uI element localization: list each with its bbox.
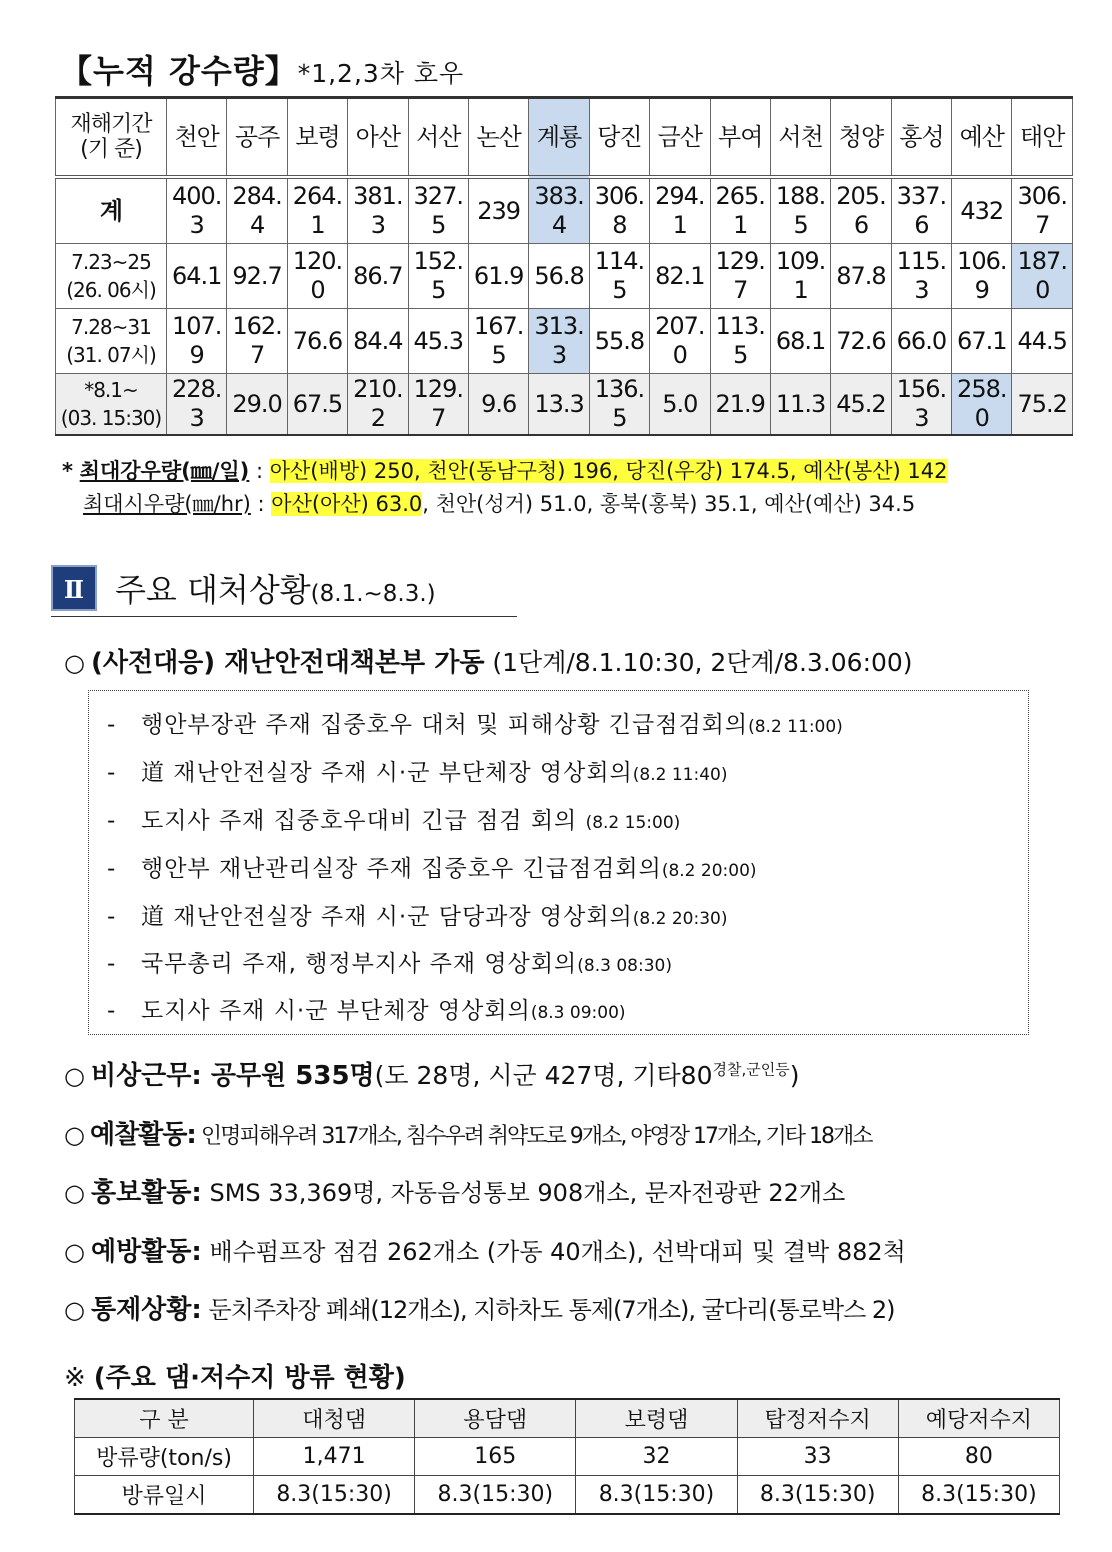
rainfall-value-cell: 82.1 xyxy=(650,244,710,309)
region-header: 논산 xyxy=(468,98,528,178)
dam-cell: 80 xyxy=(898,1438,1059,1476)
rainfall-value-cell: 152. 5 xyxy=(408,244,468,309)
meeting-item: - 행안부 재난관리실장 주재 집중호우 긴급점검회의(8.2 20:00) xyxy=(107,856,757,882)
dam-release-heading: ※ (주요 댐·저수지 방류 현황) xyxy=(64,1363,406,1393)
rainfall-value-cell: 129. 7 xyxy=(408,374,468,436)
dam-cell: 8.3(15:30) xyxy=(898,1476,1059,1515)
publicity-activity-item: ○ 홍보활동: SMS 33,369명, 자동음성통보 908개소, 문자전광판 22개소 xyxy=(64,1178,846,1208)
region-header: 청양 xyxy=(831,98,891,178)
rainfall-value-cell: 432 xyxy=(952,177,1012,244)
dam-cell: 32 xyxy=(576,1438,737,1476)
period-cell: 계 xyxy=(56,177,167,244)
region-header: 서천 xyxy=(770,98,830,178)
circle-bullet-icon: ○ xyxy=(64,1179,85,1207)
rainfall-value-cell: 188. 5 xyxy=(770,177,830,244)
max-hourly-rain-label: 최대시우량(㎜/hr) xyxy=(83,492,251,516)
rainfall-value-cell: 68.1 xyxy=(770,309,830,374)
rainfall-value-cell: 258. 0 xyxy=(952,374,1012,436)
dam-cell: 방류일시 xyxy=(75,1476,254,1515)
section-title-text: 【누적 강수량】 xyxy=(60,52,298,90)
dam-release-table xyxy=(74,1398,1060,1515)
region-header: 공주 xyxy=(227,98,287,178)
rainfall-value-cell: 13.3 xyxy=(529,374,589,436)
period-cell: 7.23~25 (26. 06시) xyxy=(56,244,167,309)
region-header: 부여 xyxy=(710,98,770,178)
reference-mark-icon: ※ xyxy=(64,1363,86,1393)
rainfall-value-cell: 92.7 xyxy=(227,244,287,309)
rainfall-value-cell: 44.5 xyxy=(1012,309,1073,374)
note-star: * xyxy=(62,459,73,483)
rainfall-value-cell: 306. 7 xyxy=(1012,177,1073,244)
rainfall-row xyxy=(56,244,1073,309)
rainfall-value-cell: 86.7 xyxy=(348,244,408,309)
dam-cell: 방류량(ton/s) xyxy=(75,1438,254,1476)
rainfall-value-cell: 187. 0 xyxy=(1012,244,1073,309)
section-title-suffix: *1,2,3차 호우 xyxy=(297,59,465,88)
circle-bullet-icon: ○ xyxy=(64,1296,85,1324)
patrol-activity-item: ○ 예찰활동: 인명피해우려 317개소, 침수우려 취약도로 9개소, 야영장 17개소, 기타 18개소 xyxy=(64,1120,872,1150)
prevention-activity-item: ○ 예방활동: 배수펌프장 점검 262개소 (가동 40개소), 선박대피 및 결박 882척 xyxy=(64,1237,906,1267)
rainfall-value-cell: 84.4 xyxy=(348,309,408,374)
period-cell: *8.1~ (03. 15:30) xyxy=(56,374,167,436)
section-2-title: 주요 대처상황(8.1.~8.3.) xyxy=(115,571,436,609)
rainfall-value-cell: 72.6 xyxy=(831,309,891,374)
dam-header-cell: 보령댐 xyxy=(576,1399,737,1438)
rainfall-value-cell: 294. 1 xyxy=(650,177,710,244)
rainfall-row xyxy=(56,374,1073,436)
rainfall-value-cell: 67.5 xyxy=(287,374,347,436)
circle-bullet-icon: ○ xyxy=(64,1121,84,1149)
rainfall-value-cell: 265. 1 xyxy=(710,177,770,244)
rainfall-value-cell: 327. 5 xyxy=(408,177,468,244)
meeting-item: - 도지사 주재 집중호우대비 긴급 점검 회의 (8.2 15:00) xyxy=(107,808,681,834)
region-header: 홍성 xyxy=(891,98,951,178)
dam-header-cell: 대청댐 xyxy=(254,1399,415,1438)
rainfall-value-cell: 5.0 xyxy=(650,374,710,436)
circle-bullet-icon: ○ xyxy=(64,649,85,677)
rainfall-value-cell: 106. 9 xyxy=(952,244,1012,309)
rainfall-value-cell: 67.1 xyxy=(952,309,1012,374)
rainfall-value-cell: 113. 5 xyxy=(710,309,770,374)
rainfall-value-cell: 75.2 xyxy=(1012,374,1073,436)
region-header: 당진 xyxy=(589,98,649,178)
section-2-heading xyxy=(51,563,517,617)
rainfall-value-cell: 284. 4 xyxy=(227,177,287,244)
emergency-duty-item: ○ 비상근무: 공무원 535명(도 28명, 시군 427명, 기타$80^{경찰,군인등}$) xyxy=(64,1060,800,1091)
dam-cell: 8.3(15:30) xyxy=(254,1476,415,1515)
dam-header-cell: 용담댐 xyxy=(415,1399,576,1438)
region-header: 아산 xyxy=(348,98,408,178)
rainfall-value-cell: 11.3 xyxy=(770,374,830,436)
meetings-box xyxy=(88,690,1029,1035)
rainfall-value-cell: 156. 3 xyxy=(891,374,951,436)
region-header: 서산 xyxy=(408,98,468,178)
meeting-item: - 道 재난안전실장 주재 시·군 부단체장 영상회의(8.2 11:40) xyxy=(107,760,728,786)
region-header: 계룡 xyxy=(529,98,589,178)
rainfall-row xyxy=(56,309,1073,374)
circle-bullet-icon: ○ xyxy=(64,1238,85,1266)
roman-numeral-badge: Ⅱ xyxy=(51,565,97,611)
rainfall-value-cell: 210. 2 xyxy=(348,374,408,436)
dam-cell: 1,471 xyxy=(254,1438,415,1476)
rainfall-value-cell: 56.8 xyxy=(529,244,589,309)
dam-header-row xyxy=(75,1399,1060,1438)
rainfall-value-cell: 76.6 xyxy=(287,309,347,374)
circle-bullet-icon: ○ xyxy=(64,1062,85,1090)
period-header: 재해기간 (기 준) xyxy=(56,98,167,178)
max-hourly-rain-rest: , 천안(성거) 51.0, 홍북(홍북) 35.1, 예산(예산) 34.5 xyxy=(422,492,916,516)
region-header: 천안 xyxy=(167,98,227,178)
rainfall-value-cell: 115. 3 xyxy=(891,244,951,309)
dam-cell: 8.3(15:30) xyxy=(415,1476,576,1515)
rainfall-table xyxy=(55,96,1073,436)
rainfall-value-cell: 313. 3 xyxy=(529,309,589,374)
rainfall-row xyxy=(56,177,1073,244)
rainfall-value-cell: 61.9 xyxy=(468,244,528,309)
region-header: 보령 xyxy=(287,98,347,178)
rainfall-value-cell: 29.0 xyxy=(227,374,287,436)
rainfall-value-cell: 107. 9 xyxy=(167,309,227,374)
rainfall-value-cell: 400. 3 xyxy=(167,177,227,244)
prep-response-detail: (1단계/8.1.10:30, 2단계/8.3.06:00) xyxy=(484,648,913,677)
meeting-item: - 행안부장관 주재 집중호우 대처 및 피해상황 긴급점검회의(8.2 11:00) xyxy=(107,712,843,738)
control-status-item: ○ 통제상황: 둔치주차장 폐쇄(12개소), 지하차도 통제(7개소), 굴다리(통로박스 2) xyxy=(64,1295,895,1325)
section-title xyxy=(60,46,464,92)
rainfall-value-cell: 383. 4 xyxy=(529,177,589,244)
rainfall-value-cell: 21.9 xyxy=(710,374,770,436)
max-daily-rain-value: 아산(배방) 250, 천안(동남구청) 196, 당진(우강) 174.5, 예산(봉산) 142 xyxy=(269,459,948,483)
rainfall-value-cell: 228. 3 xyxy=(167,374,227,436)
max-hourly-rain-highlight: 아산(아산) 63.0 xyxy=(271,492,423,516)
dam-cell: 165 xyxy=(415,1438,576,1476)
rainfall-value-cell: 64.1 xyxy=(167,244,227,309)
rainfall-value-cell: 129. 7 xyxy=(710,244,770,309)
rainfall-value-cell: 45.3 xyxy=(408,309,468,374)
dam-cell: 8.3(15:30) xyxy=(576,1476,737,1515)
max-hourly-rain-note: 최대시우량(㎜/hr) : 아산(아산) 63.0, 천안(성거) 51.0, 홍북(홍북) 35.1, 예산(예산) 34.5 xyxy=(83,492,916,516)
rainfall-value-cell: 162. 7 xyxy=(227,309,287,374)
rainfall-value-cell: 136. 5 xyxy=(589,374,649,436)
dam-header-cell: 구 분 xyxy=(75,1399,254,1438)
dam-cell: 33 xyxy=(737,1438,898,1476)
rainfall-value-cell: 239 xyxy=(468,177,528,244)
rainfall-value-cell: 45.2 xyxy=(831,374,891,436)
dam-header-cell: 예당저수지 xyxy=(898,1399,1059,1438)
meeting-item: - 국무총리 주재, 행정부지사 주재 영상회의(8.3 08:30) xyxy=(107,951,672,977)
dam-release-time-row xyxy=(75,1476,1060,1515)
rainfall-value-cell: 337. 6 xyxy=(891,177,951,244)
meeting-item: - 도지사 주재 시·군 부단체장 영상회의(8.3 09:00) xyxy=(107,998,626,1024)
meeting-item: - 道 재난안전실장 주재 시·군 담당과장 영상회의(8.2 20:30) xyxy=(107,904,728,930)
rainfall-value-cell: 120. 0 xyxy=(287,244,347,309)
rainfall-value-cell: 87.8 xyxy=(831,244,891,309)
dam-header-cell: 탑정저수지 xyxy=(737,1399,898,1438)
dam-cell: 8.3(15:30) xyxy=(737,1476,898,1515)
rainfall-value-cell: 207. 0 xyxy=(650,309,710,374)
rainfall-value-cell: 167. 5 xyxy=(468,309,528,374)
rainfall-value-cell: 109. 1 xyxy=(770,244,830,309)
dam-release-amount-row xyxy=(75,1438,1060,1476)
rainfall-value-cell: 381. 3 xyxy=(348,177,408,244)
rainfall-body xyxy=(56,177,1073,435)
rainfall-value-cell: 9.6 xyxy=(468,374,528,436)
region-header: 예산 xyxy=(952,98,1012,178)
region-header: 금산 xyxy=(650,98,710,178)
max-daily-rain-label: 최대강우량(㎜/일) xyxy=(79,459,250,483)
rainfall-value-cell: 306. 8 xyxy=(589,177,649,244)
rainfall-value-cell: 114. 5 xyxy=(589,244,649,309)
region-header: 태안 xyxy=(1012,98,1073,178)
rainfall-header-row xyxy=(56,98,1073,178)
rainfall-value-cell: 205. 6 xyxy=(831,177,891,244)
max-daily-rain-note: * 최대강우량(㎜/일) : 아산(배방) 250, 천안(동남구청) 196, 당진(우강) 174.5, 예산(봉산) 142 xyxy=(62,459,948,483)
rainfall-value-cell: 55.8 xyxy=(589,309,649,374)
period-cell: 7.28~31 (31. 07시) xyxy=(56,309,167,374)
prep-response-label: (사전대응) 재난안전대책본부 가동 xyxy=(90,648,485,678)
rainfall-value-cell: 66.0 xyxy=(891,309,951,374)
prep-response-item xyxy=(64,642,913,679)
rainfall-value-cell: 264. 1 xyxy=(287,177,347,244)
